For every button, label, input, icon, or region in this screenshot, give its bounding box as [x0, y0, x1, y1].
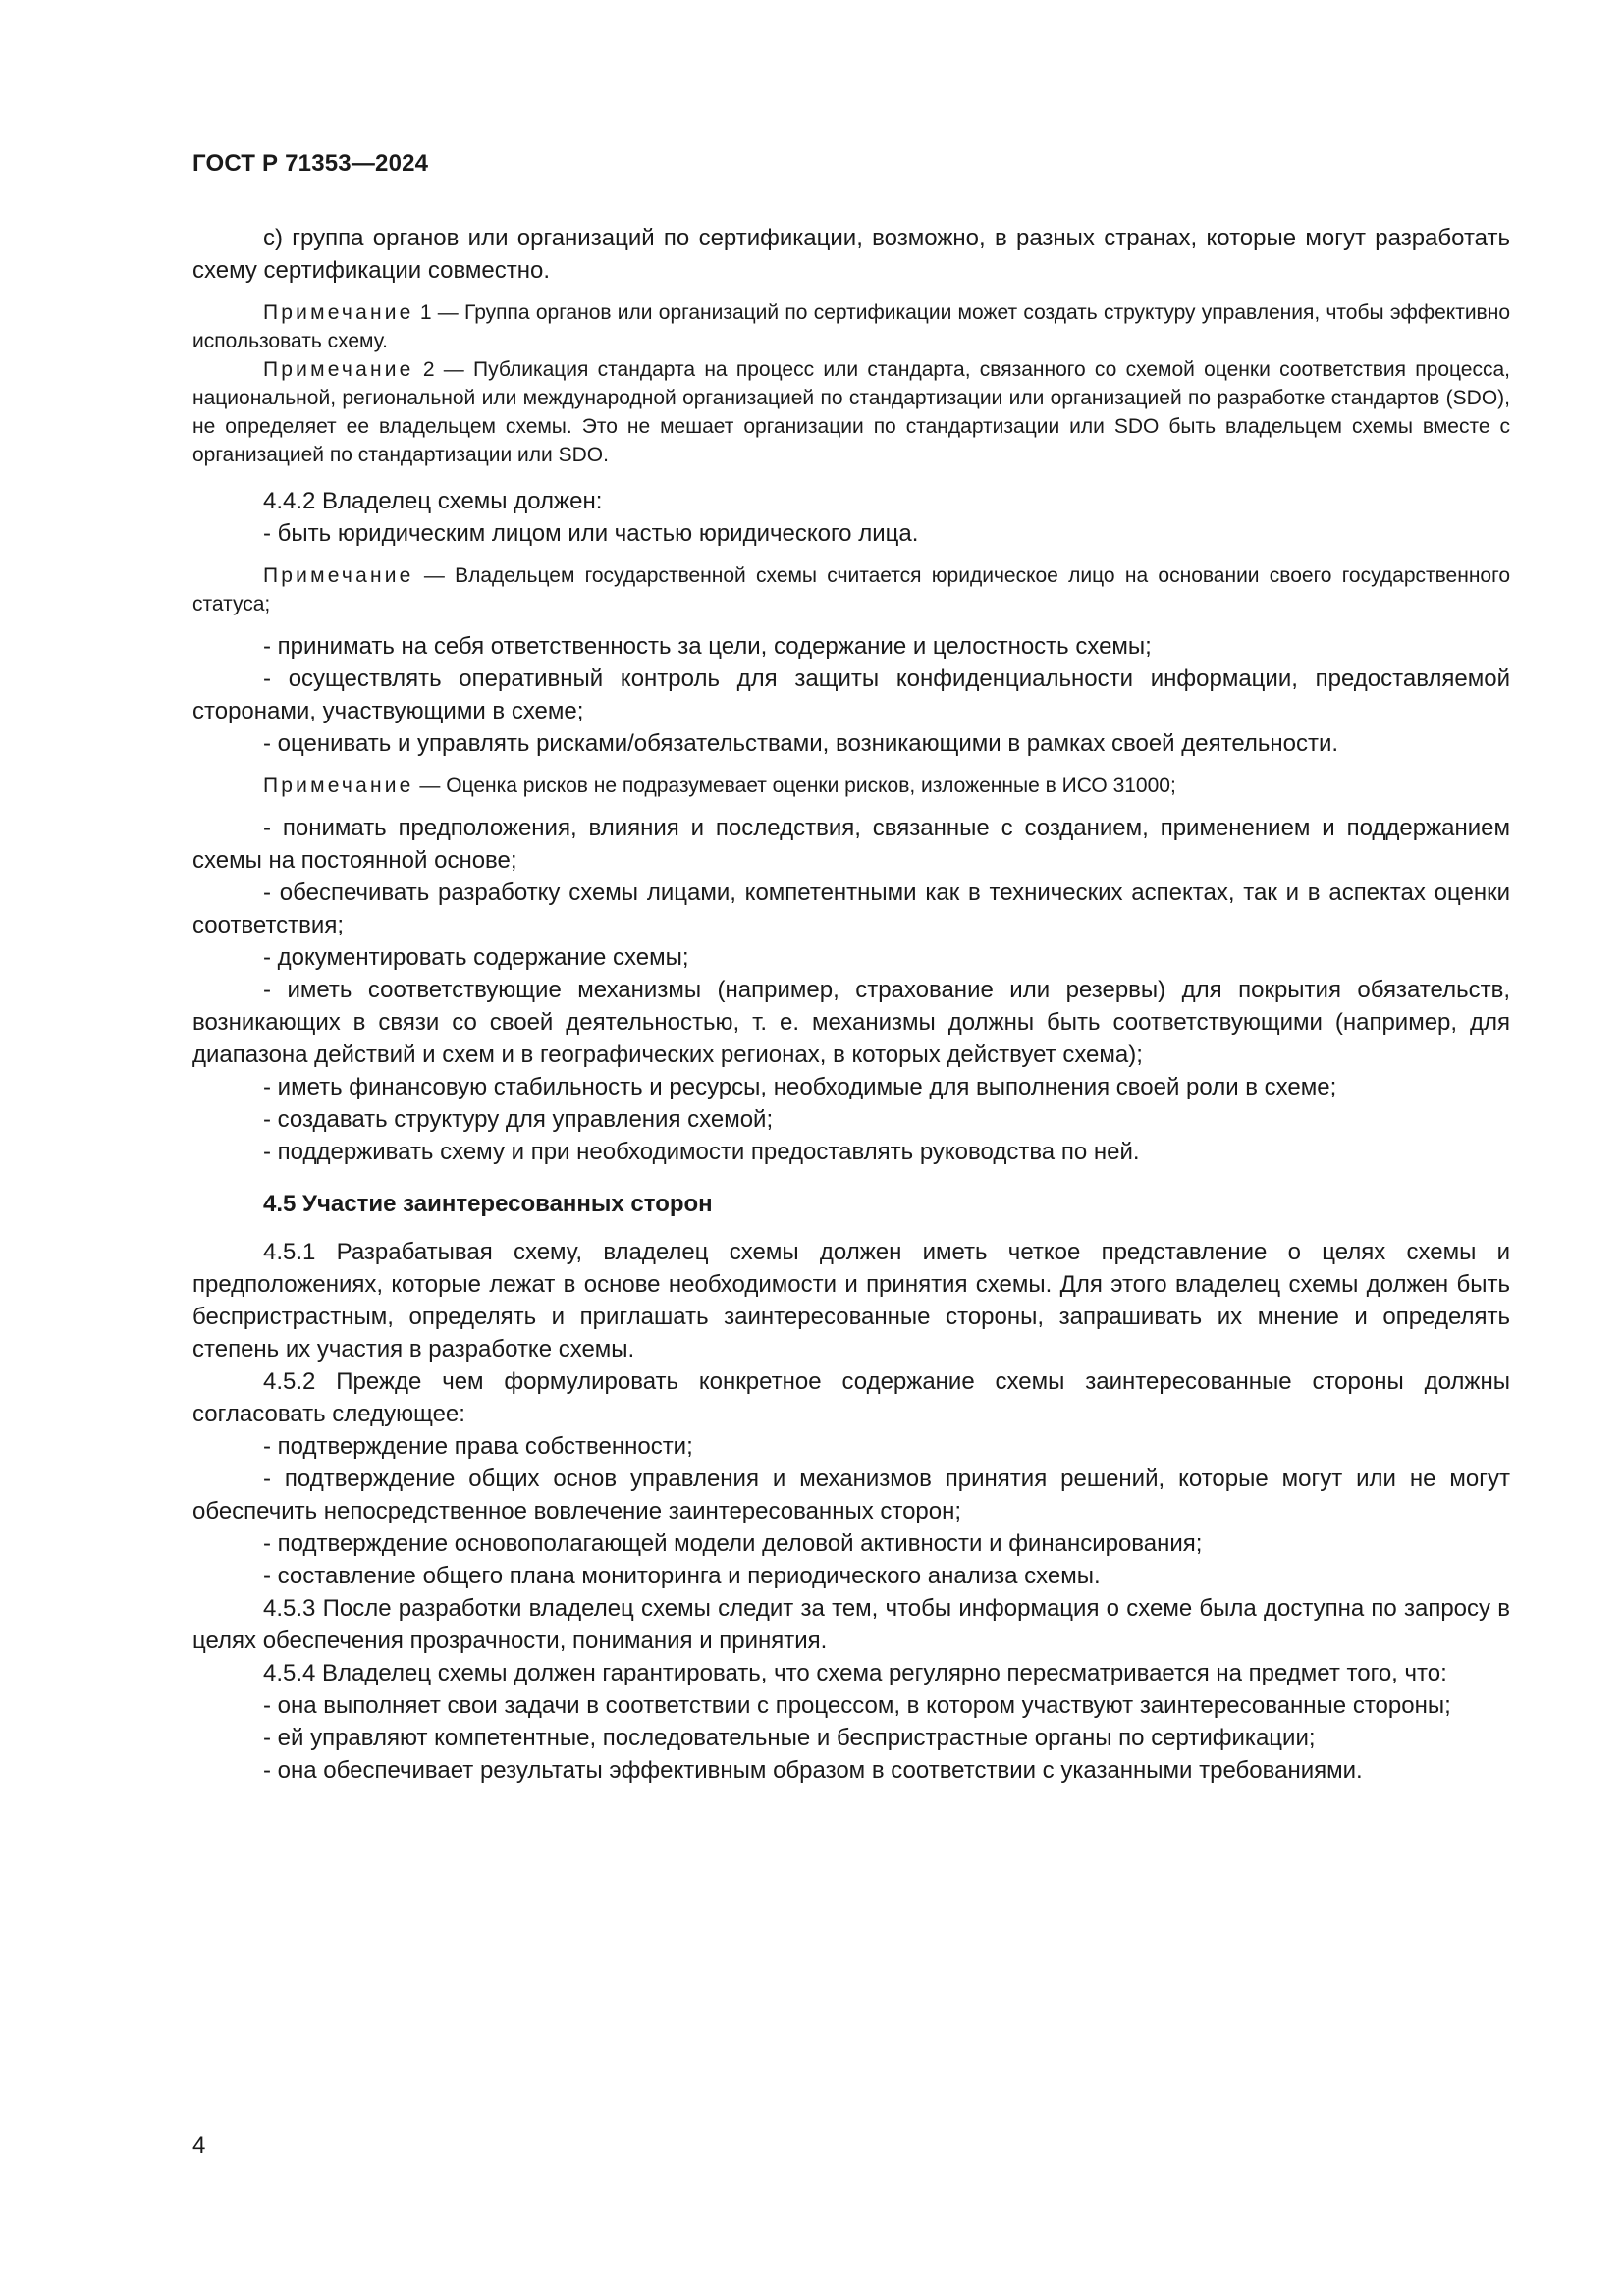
bullet-responsibility: - принимать на себя ответственность за цели, содержание и целостность схемы;: [263, 633, 1152, 660]
note-2: [192, 355, 1510, 469]
bullet-risk-management: - оценивать и управлять рисками/обязательствами, возникающими в рамках своей деятельности.: [263, 730, 1339, 757]
bullet-document: - документировать содержание схемы;: [263, 944, 689, 971]
paragraph-4-4-2: 4.4.2 Владелец схемы должен:: [263, 488, 603, 514]
note-label: Примечание: [263, 358, 414, 381]
paragraph-4-5-3: 4.5.3 После разработки владелец схемы следит за тем, чтобы информация о схеме была доступна по запросу в целях обеспечения прозрачности, понимания и принятия.: [192, 1595, 1510, 1654]
bullet-mechanisms: - иметь соответствующие механизмы (например, страхование или резервы) для покрытия обязательств, возникающих в связи со своей деятельностью, т. е. механизмы должны быть соответствующими (например, для диапазона действий и схем и в географических регионах, в которых действует схема);: [192, 977, 1510, 1068]
bullet-develop: - обеспечивать разработку схемы лицами, компетентными как в технических аспектах, так и в аспектах оценки соответствия;: [192, 880, 1510, 938]
note-text: — Владельцем государственной схемы считается юридическое лицо на основании своего государственного статуса;: [192, 564, 1510, 615]
bullet-structure: - создавать структуру для управления схемой;: [263, 1106, 774, 1133]
note-text: — Оценка рисков не подразумевает оценки рисков, изложенные в ИСО 31000;: [413, 774, 1176, 797]
bullet-operational-control: - осуществлять оперативный контроль для защиты конфиденциальности информации, предоставляемой сторонами, участвующими в схеме;: [192, 666, 1510, 724]
note-1: [192, 298, 1510, 355]
note-state-scheme: [192, 561, 1510, 618]
bullet-tasks: - она выполняет свои задачи в соответствии с процессом, в котором участвуют заинтересованные стороны;: [263, 1692, 1451, 1719]
bullet-results: - она обеспечивает результаты эффективным образом в соответствии с указанными требованиями.: [263, 1757, 1363, 1784]
page-number: 4: [192, 2132, 206, 2159]
section-heading-4-5: 4.5 Участие заинтересованных сторон: [263, 1191, 713, 1217]
document-body: [192, 222, 1510, 1787]
paragraph-4-5-2: 4.5.2 Прежде чем формулировать конкретное содержание схемы заинтересованные стороны должны согласовать следующее:: [192, 1368, 1510, 1427]
bullet-monitoring: - составление общего плана мониторинга и периодического анализа схемы.: [263, 1563, 1101, 1589]
bullet-ownership: - подтверждение права собственности;: [263, 1433, 693, 1460]
bullet-managed: - ей управляют компетентные, последовательные и беспристрастные органы по сертификации;: [263, 1725, 1316, 1751]
bullet-legal-entity: - быть юридическим лицом или частью юридического лица.: [263, 520, 919, 547]
note-label: Примечание: [263, 301, 414, 324]
bullet-understand: - понимать предположения, влияния и последствия, связанные с созданием, применением и поддержанием схемы на постоянной основе;: [192, 815, 1510, 874]
document-page: [192, 0, 1510, 2296]
list-item-c: с) группа органов или организаций по сертификации, возможно, в разных странах, которые могут разработать схему сертификации совместно.: [192, 225, 1510, 284]
paragraph-4-5-1: 4.5.1 Разрабатывая схему, владелец схемы должен иметь четкое представление о целях схемы и предположениях, которые лежат в основе необходимости и принятия схемы. Для этого владелец схемы должен быть беспристрастным, определять и приглашать заинтересованные стороны, запрашивать их мнение и определять степень их участия в разработке схемы.: [192, 1239, 1510, 1362]
paragraph-4-5-4: 4.5.4 Владелец схемы должен гарантировать, что схема регулярно пересматривается на предмет того, что:: [263, 1660, 1447, 1686]
bullet-finance: - иметь финансовую стабильность и ресурсы, необходимые для выполнения своей роли в схеме;: [263, 1074, 1337, 1100]
note-text: 2 — Публикация стандарта на процесс или стандарта, связанного со схемой оценки соответствия процесса, национальной, региональной или международной организацией по стандартизации или организацией по разработке стандартов (SDO), не определяет ее владельцем схемы. Это не мешает организации по стандартизации или SDO быть владельцем схемы вместе с организацией по стандартизации или SDO.: [192, 358, 1510, 466]
note-label: Примечание: [263, 774, 414, 797]
bullet-business-model: - подтверждение основополагающей модели деловой активности и финансирования;: [263, 1530, 1203, 1557]
document-header: ГОСТ Р 71353—2024: [192, 150, 429, 177]
bullet-governance: - подтверждение общих основ управления и механизмов принятия решений, которые могут или не могут обеспечить непосредственное вовлечение заинтересованных сторон;: [192, 1466, 1510, 1524]
note-risk-assessment: [192, 772, 1510, 800]
note-text: 1 — Группа органов или организаций по сертификации может создать структуру управления, чтобы эффективно использовать схему.: [192, 301, 1510, 352]
bullet-support: - поддерживать схему и при необходимости предоставлять руководства по ней.: [263, 1139, 1140, 1165]
note-label: Примечание: [263, 564, 414, 587]
